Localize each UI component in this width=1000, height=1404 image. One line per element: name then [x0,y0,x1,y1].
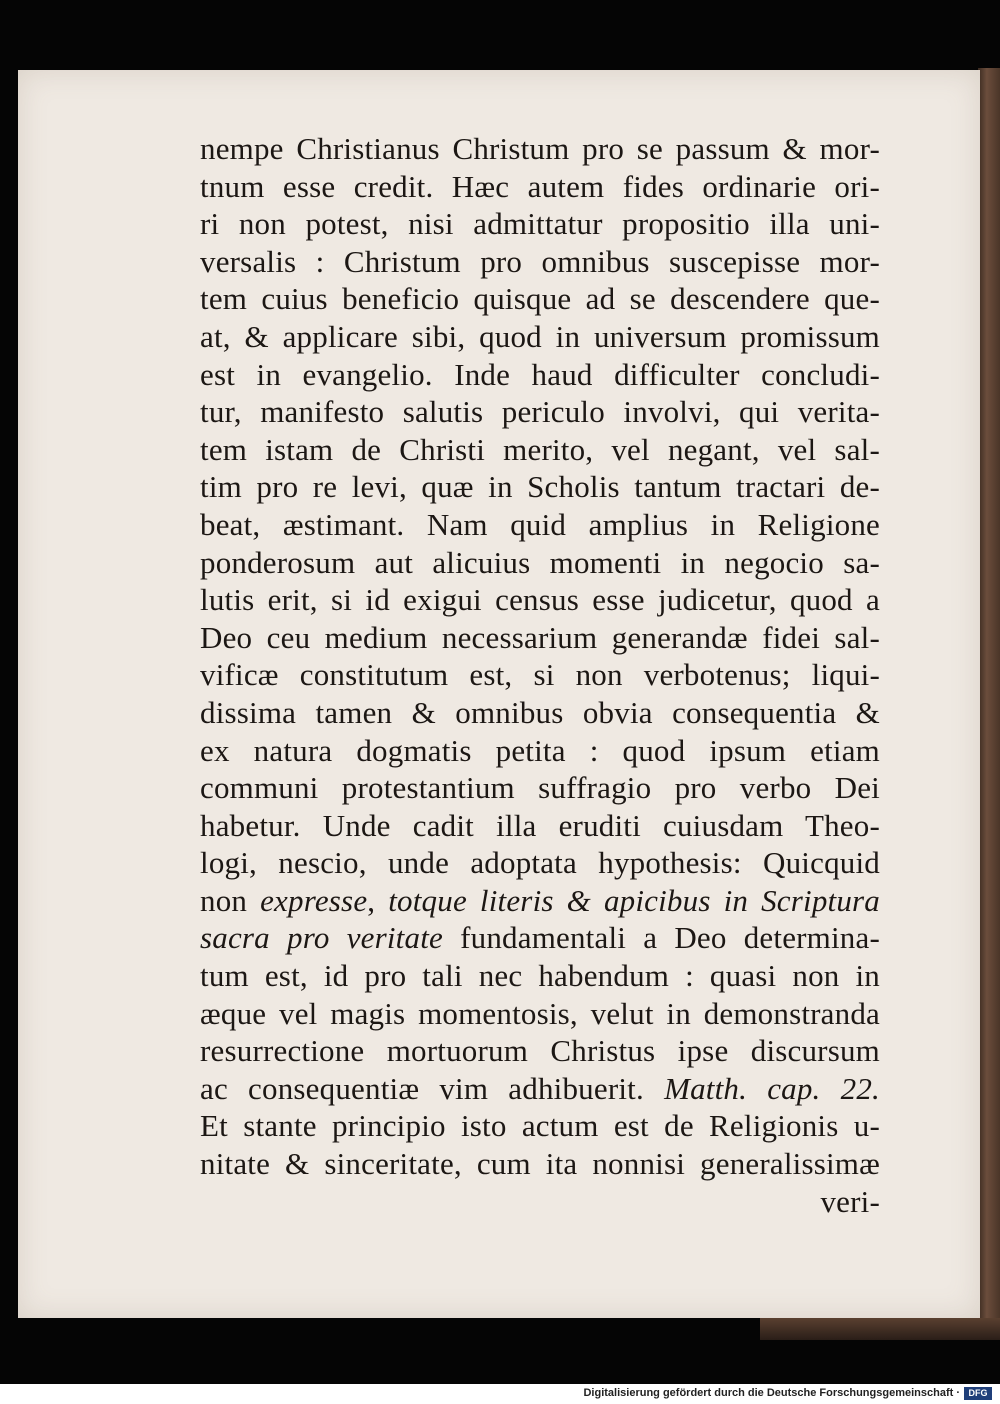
page-edge [978,68,1000,1338]
italic-span: Matth. cap. 22. [664,1070,880,1106]
text-line: vificæ constitutum est, si non verbotenus; liqui- [200,657,880,693]
footer-bar [0,1384,1000,1404]
text-span: non [200,882,261,918]
text-line: resurrectione mortuorum Christus ipse discursum [200,1033,880,1069]
text-line: tur, manifesto salutis periculo involvi, qui verita- [200,394,880,430]
text-span: fundamentali a Deo determina- [442,920,880,956]
text-line [200,919,880,957]
italic-span: sacra pro veritate [200,920,443,956]
text-line: tem istam de Christi merito, vel negant, vel sal- [200,431,880,467]
text-line: tem cuius beneficio quisque ad se descendere que- [200,281,880,317]
italic-span: expresse [260,882,368,918]
text-line [200,1070,880,1108]
text-span: , [367,882,389,918]
text-line: Deo ceu medium necessarium generandæ fidei sal- [200,619,880,655]
text-line: ponderosum aut alicuius momenti in negocio sa- [200,544,880,580]
text-line: nempe Christianus Christum pro se passum & mor- [200,131,880,166]
text-line [200,882,880,920]
body-text [200,130,880,1220]
italic-span: totque literis & apicibus in Scriptura [388,882,880,918]
text-line: tim pro re levi, quæ in Scholis tantum tractari de- [200,469,880,505]
text-line: communi protestantium suffragio pro verbo Dei [200,770,880,806]
text-line: ex natura dogmatis petita : quod ipsum etiam [200,732,880,768]
text-line: versalis : Christum pro omnibus suscepisse mor- [200,243,880,279]
page-edge-bottom [760,1318,1000,1340]
text-line: logi, nescio, unde adoptata hypothesis: Quicquid [200,845,880,881]
text-line: nitate & sinceritate, cum ita nonnisi generalissimæ [200,1146,880,1182]
footer-credit: Digitalisierung gefördert durch die Deutsche Forschungsgemeinschaft · [583,1387,960,1399]
text-line: ri non potest, nisi admittatur propositio illa uni- [200,206,880,242]
text-span: ac consequentiæ vim adhibuerit. [200,1070,665,1106]
text-line: lutis erit, si id exigui census esse judicetur, quod a [200,582,880,618]
text-line: Et stante principio isto actum est de Religionis u- [200,1108,880,1144]
text-line: dissima tamen & omnibus obvia consequentia & [200,694,880,730]
text-line: beat, æstimant. Nam quid amplius in Religione [200,506,880,542]
text-line: æque vel magis momentosis, velut in demonstranda [200,995,880,1031]
dfg-logo: DFG [964,1387,992,1400]
text-line: habetur. Unde cadit illa eruditi cuiusdam Theo- [200,807,880,843]
text-line: tum est, id pro tali nec habendum : quasi non in [200,958,880,994]
text-line: at, & applicare sibi, quod in universum promissum [200,318,880,354]
catchword: veri- [820,1183,880,1219]
text-line: tnum esse credit. Hæc autem fides ordinarie ori- [200,168,880,204]
text-line: est in evangelio. Inde haud difficulter concludi- [200,356,880,392]
